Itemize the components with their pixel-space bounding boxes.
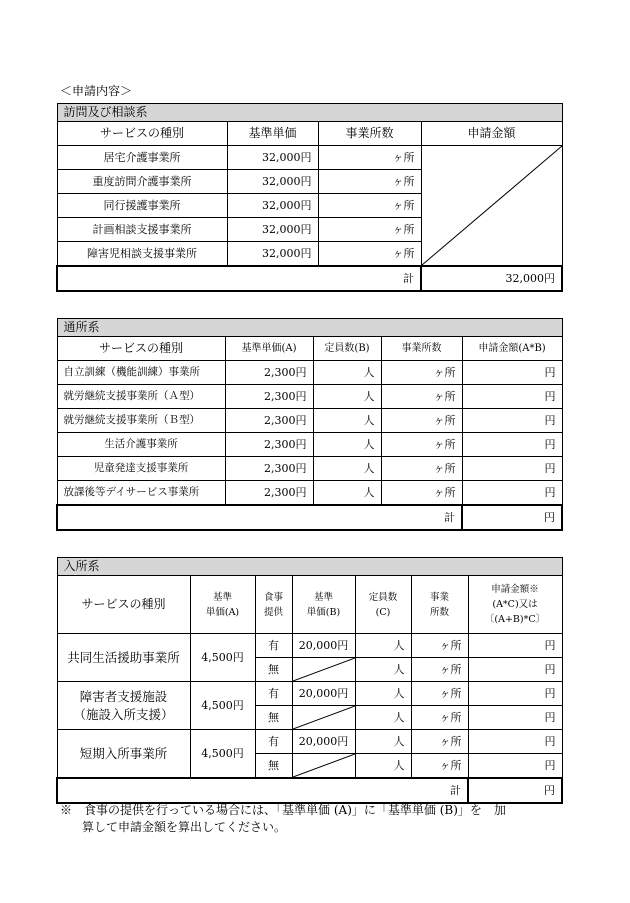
table-row (57, 433, 562, 457)
visit-consult-table (56, 103, 563, 292)
office-count-field[interactable] (381, 409, 462, 433)
amount-field[interactable] (462, 385, 562, 409)
unit-label: 円 (544, 784, 556, 797)
unit-label: ヶ所 (433, 390, 456, 403)
office-count-field[interactable] (318, 170, 421, 194)
col-header: 事業所数 (318, 122, 421, 146)
col-header: 申請金額※ (A*C)又は 〔(A+B)*C〕 (468, 576, 562, 634)
table-row (57, 385, 562, 409)
total-amount: 32,000円 (421, 266, 562, 291)
table-row (57, 361, 562, 385)
capacity-field[interactable] (355, 730, 411, 754)
total-row (57, 505, 562, 530)
col-header: 基準単価(A) (225, 337, 313, 361)
col-header: 基準 単価(A) (190, 576, 255, 634)
service-name: 居宅介護事業所 (57, 146, 227, 170)
total-amount-field[interactable] (468, 778, 562, 803)
base-price: 4,500円 (190, 730, 255, 779)
meal-yes: 有 (255, 682, 292, 706)
unit-label: 円 (544, 687, 556, 700)
base-price: 4,500円 (190, 634, 255, 682)
col-header: 基準 単価(B) (292, 576, 355, 634)
diagonal-strike-cell (292, 706, 355, 730)
unit-label: 円 (544, 486, 556, 499)
col-header: 食事 提供 (255, 576, 292, 634)
unit-label: 円 (544, 438, 556, 451)
capacity-field[interactable] (355, 658, 411, 682)
unit-label: ヶ所 (392, 151, 415, 164)
unit-label: 人 (363, 486, 375, 499)
service-name: 就労継続支援事業所（Ｂ型） (57, 409, 225, 433)
col-header: 申請金額 (421, 122, 562, 146)
amount-field[interactable] (462, 361, 562, 385)
office-count-field[interactable] (411, 682, 468, 706)
meal-no: 無 (255, 658, 292, 682)
unit-label: ヶ所 (439, 687, 462, 700)
residential-table (56, 557, 563, 804)
unit-label: ヶ所 (439, 663, 462, 676)
col-header: サービスの種別 (57, 122, 227, 146)
unit-label: 人 (393, 711, 405, 724)
service-name: 重度訪問介護事業所 (57, 170, 227, 194)
unit-label: 円 (544, 759, 556, 772)
base-price: 32,000円 (227, 242, 318, 267)
unit-label: ヶ所 (433, 438, 456, 451)
unit-label: ヶ所 (433, 486, 456, 499)
unit-label: ヶ所 (439, 639, 462, 652)
note-text-cont: 算して申請金額を算出してください。 (82, 820, 287, 834)
table-row (57, 409, 562, 433)
amount-field[interactable] (468, 682, 562, 706)
service-name: 就労継続支援事業所（Ａ型） (57, 385, 225, 409)
office-count-field[interactable] (411, 754, 468, 779)
service-name: 同行援護事業所 (57, 194, 227, 218)
meal-price: 20,000円 (292, 682, 355, 706)
col-header: 事業所数 (381, 337, 462, 361)
service-name: 共同生活援助事業所 (57, 634, 190, 682)
capacity-field[interactable] (313, 409, 381, 433)
office-count-field[interactable] (318, 194, 421, 218)
base-price: 2,300円 (225, 409, 313, 433)
table-row (57, 146, 562, 170)
col-header: 定員数 (C) (355, 576, 411, 634)
meal-no: 無 (255, 754, 292, 779)
base-price: 4,500円 (190, 682, 255, 730)
unit-label: ヶ所 (439, 735, 462, 748)
unit-label: 円 (544, 366, 556, 379)
unit-label: 円 (544, 414, 556, 427)
unit-label: ヶ所 (392, 247, 415, 260)
capacity-field[interactable] (313, 385, 381, 409)
service-name: 短期入所事業所 (57, 730, 190, 779)
diagonal-strike-cell (292, 658, 355, 682)
base-price: 32,000円 (227, 218, 318, 242)
unit-label: 円 (544, 663, 556, 676)
capacity-field[interactable] (355, 634, 411, 658)
unit-label: ヶ所 (433, 414, 456, 427)
base-price: 2,300円 (225, 361, 313, 385)
amount-field[interactable] (462, 457, 562, 481)
service-name: 障害者支援施設 （施設入所支援） (57, 682, 190, 730)
unit-label: 円 (544, 390, 556, 403)
unit-label: 人 (393, 639, 405, 652)
unit-label: 人 (393, 663, 405, 676)
meal-yes: 有 (255, 730, 292, 754)
unit-label: 人 (393, 759, 405, 772)
total-row (57, 266, 562, 291)
unit-label: ヶ所 (439, 759, 462, 772)
office-count-field[interactable] (381, 457, 462, 481)
capacity-field[interactable] (313, 361, 381, 385)
meal-price: 20,000円 (292, 730, 355, 754)
unit-label: ヶ所 (392, 223, 415, 236)
col-header: 事業 所数 (411, 576, 468, 634)
base-price: 32,000円 (227, 170, 318, 194)
table-row (57, 730, 562, 754)
meal-no: 無 (255, 706, 292, 730)
capacity-field[interactable] (355, 682, 411, 706)
office-count-field[interactable] (381, 433, 462, 457)
unit-label: 人 (393, 687, 405, 700)
total-label: 計 (57, 778, 468, 803)
office-count-field[interactable] (318, 242, 421, 267)
unit-label: ヶ所 (439, 711, 462, 724)
col-header: 基準単価 (227, 122, 318, 146)
table-row (57, 481, 562, 506)
office-count-field[interactable] (411, 730, 468, 754)
footnote (60, 802, 565, 836)
office-count-field[interactable] (318, 218, 421, 242)
amount-field[interactable] (468, 754, 562, 779)
capacity-field[interactable] (355, 706, 411, 730)
amount-field[interactable] (468, 634, 562, 658)
amount-field[interactable] (468, 706, 562, 730)
unit-label: 円 (544, 639, 556, 652)
note-text: 食事の提供を行っている場合には、「基準単価 (A)」に「基準単価 (B)」を 加 (84, 803, 506, 817)
amount-field[interactable] (462, 433, 562, 457)
unit-label: 円 (544, 511, 556, 524)
base-price: 2,300円 (225, 481, 313, 506)
table-row (57, 682, 562, 706)
service-name: 障害児相談支援事業所 (57, 242, 227, 267)
capacity-field[interactable] (313, 433, 381, 457)
col-header: 申請金額(A*B) (462, 337, 562, 361)
page-heading: ＜申請内容＞ (60, 84, 133, 98)
note-mark: ※ (60, 803, 73, 817)
unit-label: 円 (544, 735, 556, 748)
office-count-field[interactable] (411, 658, 468, 682)
capacity-field[interactable] (313, 457, 381, 481)
total-amount-field[interactable] (462, 505, 562, 530)
office-count-field[interactable] (318, 146, 421, 170)
base-price: 2,300円 (225, 385, 313, 409)
unit-label: 人 (363, 414, 375, 427)
unit-label: 人 (363, 366, 375, 379)
meal-price: 20,000円 (292, 634, 355, 658)
amount-field[interactable] (462, 409, 562, 433)
unit-label: 人 (363, 438, 375, 451)
capacity-field[interactable] (355, 754, 411, 779)
base-price: 32,000円 (227, 194, 318, 218)
unit-label: ヶ所 (433, 462, 456, 475)
unit-label: ヶ所 (392, 175, 415, 188)
table-row (57, 634, 562, 658)
meal-yes: 有 (255, 634, 292, 658)
office-count-field[interactable] (381, 385, 462, 409)
service-name: 放課後等デイサービス事業所 (57, 481, 225, 506)
total-label: 計 (57, 505, 462, 530)
office-count-field[interactable] (411, 634, 468, 658)
section-title: 訪問及び相談系 (57, 104, 562, 122)
col-header: 定員数(B) (313, 337, 381, 361)
base-price: 2,300円 (225, 433, 313, 457)
capacity-field[interactable] (313, 481, 381, 506)
total-label: 計 (57, 266, 421, 291)
unit-label: 人 (393, 735, 405, 748)
col-header: サービスの種別 (57, 576, 190, 634)
amount-field[interactable] (462, 481, 562, 506)
unit-label: 円 (544, 462, 556, 475)
section-title: 入所系 (57, 558, 562, 576)
office-count-field[interactable] (381, 481, 462, 506)
section-title: 通所系 (57, 319, 562, 337)
office-count-field[interactable] (411, 706, 468, 730)
diagonal-strike-cell (421, 146, 562, 267)
amount-field[interactable] (468, 730, 562, 754)
base-price: 2,300円 (225, 457, 313, 481)
service-name: 児童発達支援事業所 (57, 457, 225, 481)
unit-label: 円 (544, 711, 556, 724)
total-row (57, 778, 562, 803)
amount-field[interactable] (468, 658, 562, 682)
unit-label: 人 (363, 462, 375, 475)
office-count-field[interactable] (381, 361, 462, 385)
unit-label: ヶ所 (392, 199, 415, 212)
unit-label: 人 (363, 390, 375, 403)
base-price: 32,000円 (227, 146, 318, 170)
service-name: 自立訓練（機能訓練）事業所 (57, 361, 225, 385)
service-name: 生活介護事業所 (57, 433, 225, 457)
unit-label: ヶ所 (433, 366, 456, 379)
service-name: 計画相談支援事業所 (57, 218, 227, 242)
diagonal-strike-cell (292, 754, 355, 779)
col-header: サービスの種別 (57, 337, 225, 361)
table-row (57, 457, 562, 481)
day-service-table (56, 318, 563, 531)
